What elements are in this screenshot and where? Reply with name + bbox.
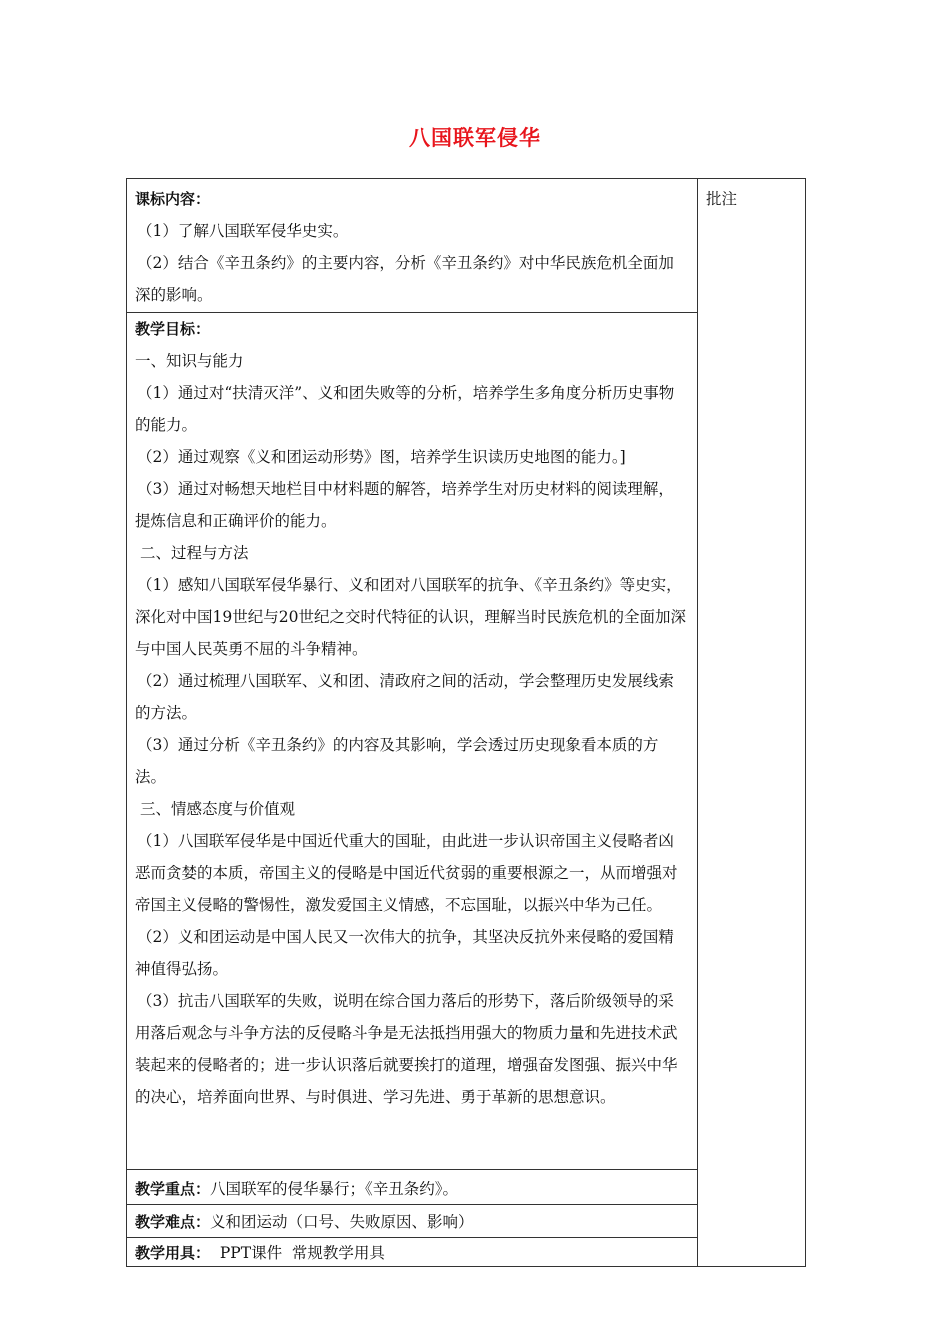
- process-heading: 二、过程与方法: [140, 544, 249, 562]
- page-title: 八国联军侵华: [409, 126, 541, 150]
- knowledge-heading: 一、知识与能力: [135, 352, 244, 370]
- knowledge-item: （1）通过对“扶清灭洋”、义和团失败等的分析，培养学生多角度分析历史事物的能力。: [135, 384, 675, 434]
- standards-section: [135, 183, 689, 311]
- standards-item: （1）了解八国联军侵华史实。: [137, 222, 349, 240]
- process-item: （2）通过梳理八国联军、义和团、清政府之间的活动，学会整理历史发展线索的方法。: [135, 672, 674, 722]
- key-points-row: [135, 1173, 689, 1205]
- key-points-label: 教学重点：: [135, 1180, 211, 1198]
- values-item: （2）义和团运动是中国人民又一次伟大的抗争，其坚决反抗外来侵略的爱国精神值得弘扬。: [135, 928, 674, 978]
- objectives-section: [135, 313, 689, 1113]
- process-item: （1）感知八国联军侵华暴行、义和团对八国联军的抗争、《辛丑条约》等史实，深化对中国19世纪与20世纪之交时代特征的认识，理解当时民族危机的全面加深与中国人民英勇不屈的斗争精神。: [135, 576, 686, 658]
- values-item: （1）八国联军侵华是中国近代重大的国耻，由此进一步认识帝国主义侵略者凶恶而贪婪的本质，帝国主义的侵略是中国近代贫弱的重要根源之一，从而增强对帝国主义侵略的警惕性，激发爱国主义情感，不忘国耻，以振兴中华为己任。: [135, 832, 678, 914]
- lesson-plan-table: [126, 178, 806, 1267]
- values-item: （3）抗击八国联军的失败，说明在综合国力落后的形势下，落后阶级领导的采用落后观念与斗争方法的反侵略斗争是无法抵挡用强大的物质力量和先进技术武装起来的侵略者的；进一步认识落后就要挨打的道理，增强奋发图强、振兴中华的决心，培养面向世界、与时俱进、学习先进、勇于革新的思想意识。: [135, 992, 678, 1106]
- standards-heading: 课标内容：: [135, 190, 211, 208]
- note-column-label: 批注: [706, 190, 738, 208]
- difficulties-text: 义和团运动（口号、失败原因、影响）: [210, 1213, 474, 1231]
- knowledge-item: （3）通过对畅想天地栏目中材料题的解答，培养学生对历史材料的阅读理解，提炼信息和正确评价的能力。: [135, 480, 674, 530]
- tools-row: [135, 1237, 689, 1269]
- key-points-text: 八国联军的侵华暴行；《辛丑条约》。: [210, 1180, 459, 1198]
- process-item: （3）通过分析《辛丑条约》的内容及其影响，学会透过历史现象看本质的方法。: [135, 736, 659, 786]
- values-heading: 三、情感态度与价值观: [140, 800, 296, 818]
- objectives-heading: 教学目标：: [135, 320, 211, 338]
- row-divider: [127, 1169, 697, 1170]
- difficulties-label: 教学难点：: [135, 1213, 211, 1231]
- standards-item: （2）结合《辛丑条约》的主要内容，分析《辛丑条约》对中华民族危机全面加深的影响。: [135, 254, 674, 304]
- column-divider: [697, 179, 698, 1266]
- knowledge-item: （2）通过观察《义和团运动形势》图，培养学生识读历史地图的能力。]: [137, 448, 626, 466]
- tools-text: PPT课件 常规教学用具: [210, 1244, 385, 1262]
- tools-label: 教学用具：: [135, 1244, 211, 1262]
- difficulties-row: [135, 1206, 689, 1238]
- row-divider: [127, 1204, 697, 1205]
